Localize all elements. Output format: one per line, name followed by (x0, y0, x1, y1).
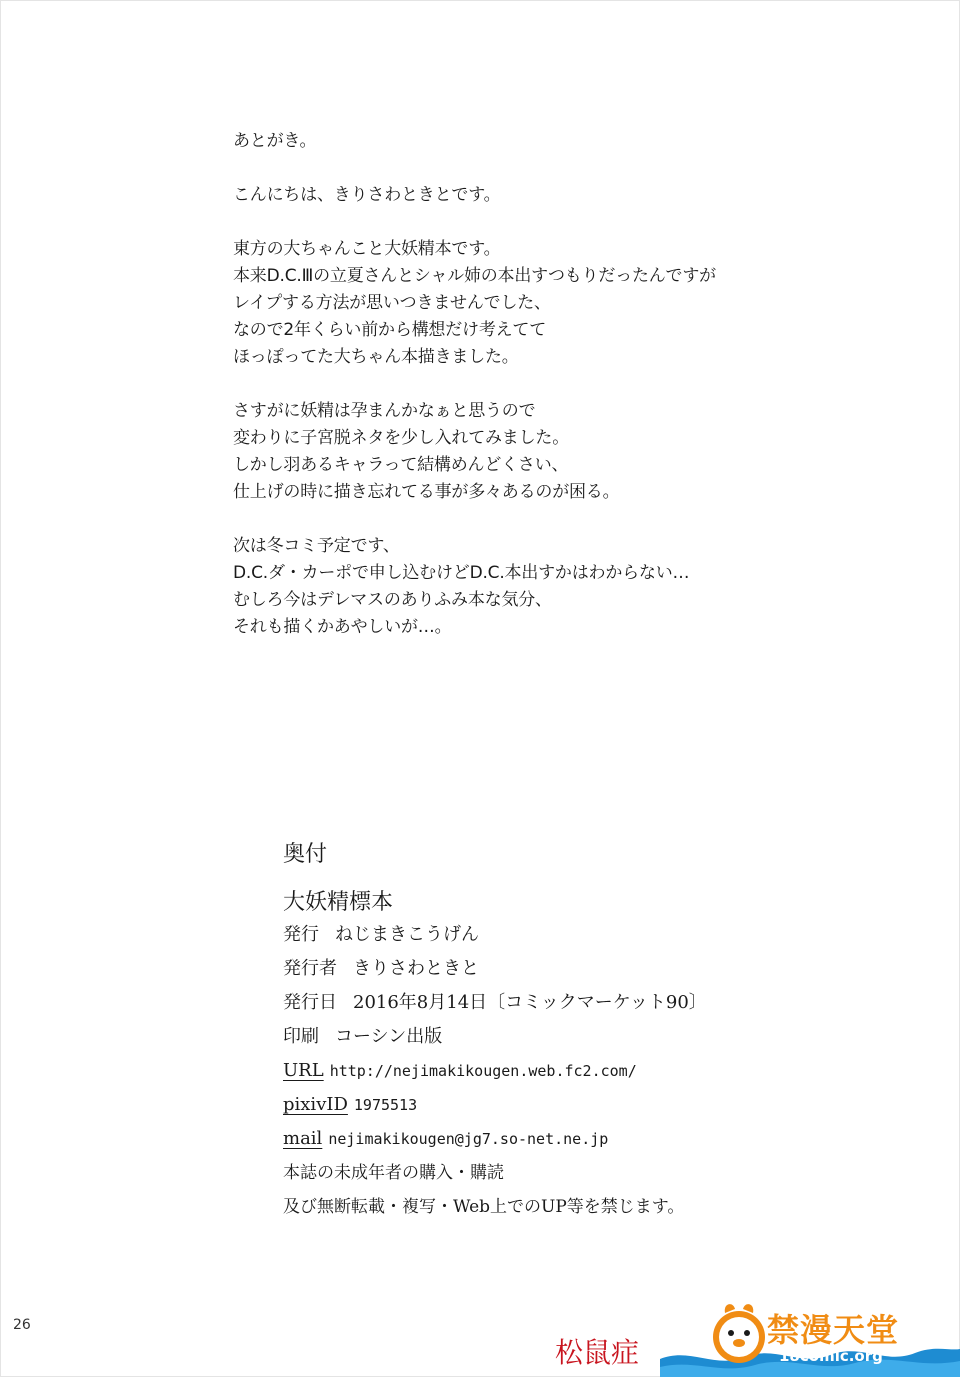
publisher-row (283, 918, 803, 952)
afterword-line: D.C.ダ・カーポで申し込むけどD.C.本出すかはわからない… (233, 563, 690, 583)
afterword-line: あとがき。 (233, 131, 317, 151)
afterword-line: レイプする方法が思いつきませんでした、 (233, 293, 551, 313)
pixiv-id: 1975513 (353, 1096, 418, 1114)
print-row (283, 1020, 803, 1054)
print-value: コーシン出版 (335, 1026, 443, 1047)
afterword-line: 変わりに子宮脱ネタを少し入れてみました。 (233, 428, 569, 448)
pixiv-row (283, 1088, 803, 1122)
url-row (283, 1054, 803, 1088)
issuer-label: 発行者 (283, 958, 337, 979)
afterword-line: 次は冬コミ予定です、 (233, 536, 400, 556)
date-label: 発行日 (283, 992, 337, 1013)
afterword-line: なので2年くらい前から構想だけ考えてて (233, 320, 547, 340)
book-title: 大妖精標本 (283, 890, 394, 915)
url-link[interactable]: http://nejimakikougen.web.fc2.com/ (329, 1062, 637, 1080)
content-paragraph (233, 398, 793, 506)
afterword-line: さすがに妖精は孕まんかなぁと思うので (233, 401, 536, 421)
print-label: 印刷 (283, 1026, 319, 1047)
watermark (555, 1295, 960, 1377)
pixiv-label: pixivID (283, 1094, 348, 1115)
afterword-line: 仕上げの時に描き忘れてる事が多々あるのが困る。 (233, 482, 620, 502)
watermark-logo-text: 禁漫天堂 (767, 1311, 900, 1349)
afterword (233, 128, 793, 668)
afterword-heading-paragraph (233, 128, 793, 155)
date-value: 2016年8月14日〔コミックマーケット90〕 (353, 992, 707, 1013)
afterword-line: こんにちは、きりさわときとです。 (233, 185, 501, 205)
publisher-value: ねじまきこうげん (335, 924, 479, 945)
afterword-line: 東方の大ちゃんこと大妖精本です。 (233, 239, 501, 259)
greeting-paragraph (233, 182, 793, 209)
url-label: URL (283, 1060, 324, 1081)
next-plans-paragraph (233, 533, 793, 641)
watermark-site-text: 18comic.org (779, 1347, 883, 1365)
squirrel-mascot-icon (705, 1299, 773, 1367)
colophon (283, 838, 803, 1224)
mail-link[interactable]: nejimakikougen@jg7.so-net.ne.jp (328, 1130, 609, 1148)
afterword-line: ほっぽってた大ちゃん本描きました。 (233, 347, 519, 367)
afterword-line: それも描くかあやしいが…。 (233, 617, 452, 637)
issuer-value: きりさわときと (353, 958, 479, 979)
afterword-line: 本来D.C.Ⅲの立夏さんとシャル姉の本出すつもりだったんですが (233, 266, 716, 286)
issuer-row (283, 952, 803, 986)
notice-line-2: 及び無断転載・複写・Web上でのUP等を禁じます。 (283, 1197, 685, 1217)
about-book-paragraph (233, 236, 793, 371)
publisher-label: 発行 (283, 924, 319, 945)
page-number: 26 (13, 1317, 31, 1333)
notice-line-1: 本誌の未成年者の購入・購読 (283, 1163, 504, 1183)
mail-label: mail (283, 1128, 323, 1149)
mail-row (283, 1122, 803, 1156)
colophon-heading: 奥付 (283, 842, 328, 867)
date-row (283, 986, 803, 1020)
afterword-line: むしろ今はデレマスのありふみ本な気分、 (233, 590, 552, 610)
watermark-red-text: 松鼠症 (555, 1336, 640, 1369)
afterword-line: しかし羽あるキャラって結構めんどくさい、 (233, 455, 569, 475)
